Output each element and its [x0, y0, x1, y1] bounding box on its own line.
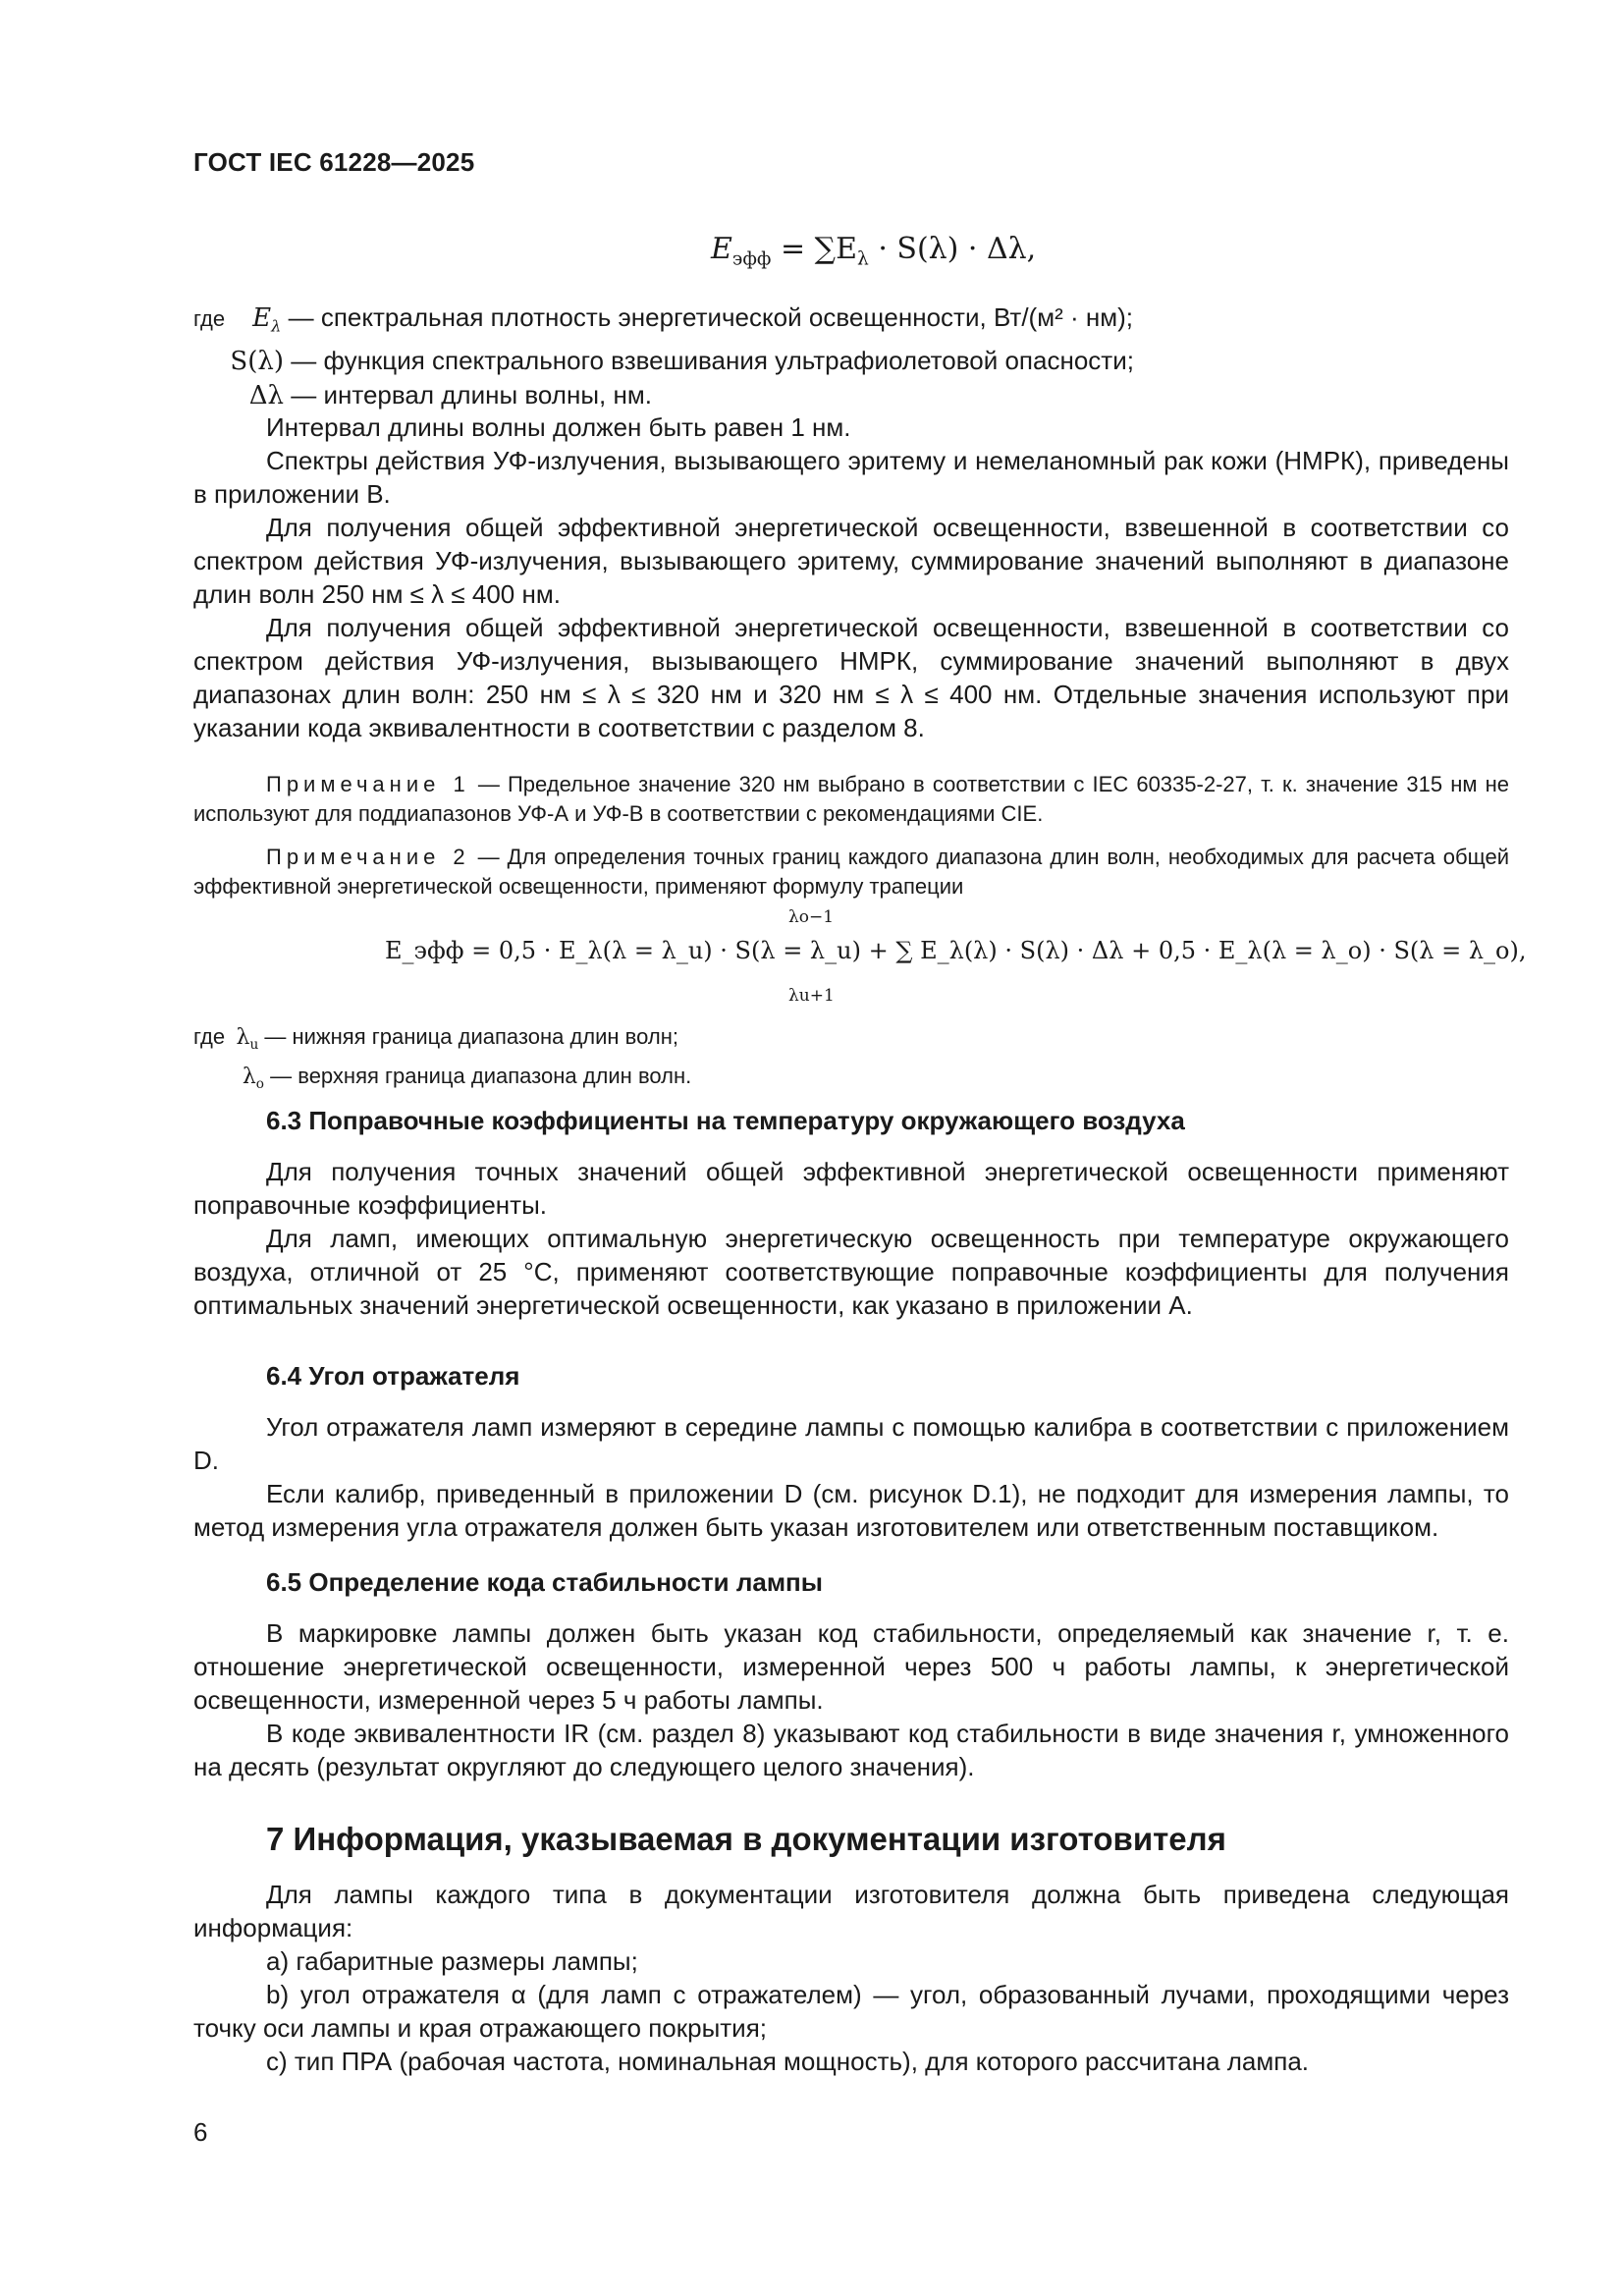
where1-symbol: Δλ — [248, 380, 284, 410]
where2-symbol: $\lambda_o$ — [242, 1064, 264, 1092]
paragraph: Интервал длины волны должен быть равен 1 нм. — [266, 412, 851, 442]
section-heading: 6.5 Определение кода стабильности лампы — [266, 1567, 823, 1597]
list-item: а) габаритные размеры лампы; — [266, 1946, 638, 1976]
where1-text: спектральная плотность энергетической освещенности, Вт/(м² · нм); — [320, 302, 1133, 332]
note1-text: — Предельное значение 320 нм выбрано в соответствии с IEC 60335-2-27, т. к. значение 315 нм не используют для поддиапазонов УФ-А и УФ-В в соответствии с рекомендациями CIE. — [193, 772, 1510, 826]
formula1-rhs: = ∑E — [780, 232, 857, 266]
where1-row — [193, 378, 1134, 412]
where1-dash: — — [288, 302, 314, 332]
paragraph: Если калибр, приведенный в приложении D (см. рисунок D.1), не подходит для измерения лампы, то метод измерения угла отражателя должен быть указан изготовителем или ответственным поставщиком. — [193, 1479, 1509, 1542]
paragraph: Спектры действия УФ-излучения, вызывающего эритему и немеланомный рак кожи (НМРК), приведены в приложении В. — [193, 446, 1509, 509]
page-number: 6 — [193, 2117, 208, 2147]
body-block-1 — [193, 410, 1509, 744]
where2-dash: — — [264, 1024, 287, 1049]
section-6-5 — [193, 1565, 1509, 1783]
where2-text: нижняя граница диапазона длин волн; — [292, 1024, 678, 1049]
where2-prefix: где — [193, 1024, 226, 1049]
formula2-upper-limit: λo−1 — [788, 907, 835, 927]
where1-dash: — — [291, 345, 317, 375]
where2-dash: — — [270, 1063, 293, 1088]
formula1-lhs-sub: эфф — [731, 248, 772, 270]
section-heading: 7 Информация, указываемая в документации изготовителя — [266, 1821, 1226, 1857]
list-item: b) угол отражателя α (для ламп с отражателем) — угол, образованный лучами, проходящими через точку оси лампы и края отражающего покрытия; — [193, 1980, 1509, 2043]
notes-block — [193, 770, 1509, 902]
note1-label: Примечание 1 — [266, 772, 470, 796]
paragraph: Для получения общей эффективной энергетической освещенности, взвешенной в соответствии со спектром действия УФ-излучения, вызывающего НМРК, суммирование значений выполняют в двух диапазонах длин волн: 250 нм ≤ λ ≤ 320 нм и 320 нм ≤ λ ≤ 400 нм. Отдельные значения используют при указании кода эквивалентности в соответствии с разделом 8. — [193, 613, 1509, 742]
paragraph: В коде эквивалентности IR (см. раздел 8) указывают код стабильности в виде значения r, умноженного на десять (результат округляют до следующего целого значения). — [193, 1719, 1509, 1781]
formula-trapezoid — [385, 937, 1527, 964]
where2-symbol: $\lambda_u$ — [236, 1025, 259, 1053]
formula-effective-irradiance — [711, 232, 1036, 270]
where1-row — [193, 301, 1134, 344]
note2-label: Примечание 2 — [266, 845, 470, 869]
paragraph: В маркировке лампы должен быть указан код стабильности, определяемый как значение r, т. е. отношение энергетической освещенности, измеренной через 500 ч работы лампы, к энергетической освещенности, измеренной через 5 ч работы лампы. — [193, 1618, 1509, 1715]
where1-text: интервал длины волны, нм. — [323, 379, 652, 410]
note-2 — [193, 843, 1509, 902]
where2-row — [193, 1021, 691, 1061]
list-item: с) тип ПРА (рабочая частота, номинальная мощность), для которого рассчитана лампа. — [266, 2047, 1310, 2076]
where-block-1 — [193, 301, 1134, 412]
paragraph: Для получения общей эффективной энергетической освещенности, взвешенной в соответствии со спектром действия УФ-излучения, вызывающего эритему, суммирование значений выполняют в диапазоне длин волн 250 нм ≤ λ ≤ 400 нм. — [193, 513, 1509, 609]
section-heading: 6.3 Поправочные коэффициенты на температуру окружающего воздуха — [266, 1106, 1185, 1135]
paragraph: Для лампы каждого типа в документации изготовителя должна быть приведена следующая информация: — [193, 1880, 1509, 1942]
paragraph: Для ламп, имеющих оптимальную энергетическую освещенность при температуре окружающего воздуха, отличной от 25 °С, применяют соответствующие поправочные коэффициенты для получения оптимальных значений энергетической освещенности, как указано в приложении А. — [193, 1224, 1509, 1320]
section-heading: 6.4 Угол отражателя — [266, 1361, 520, 1391]
formula2-text: E_эфф = 0,5 · E_λ(λ = λ_u) · S(λ = λ_u) + ∑ E_λ(λ) · S(λ) · Δλ + 0,5 · E_λ(λ = λ_o) · S(λ = λ_o), — [385, 937, 1527, 964]
section-6-3 — [193, 1104, 1509, 1322]
document-header: ГОСТ IEC 61228—2025 — [193, 147, 475, 177]
where2-row — [193, 1061, 691, 1100]
formula1-lhs: E — [711, 232, 732, 266]
where1-dash: — — [291, 379, 317, 410]
paragraph: Угол отражателя ламп измеряют в середине лампы с помощью калибра в соответствии с приложением D. — [193, 1412, 1509, 1475]
where1-symbol: S(λ) — [230, 346, 284, 376]
formula2-lower-limit: λu+1 — [788, 986, 835, 1006]
formula1-rhs-sub: λ — [856, 248, 869, 270]
where1-prefix: где — [193, 306, 226, 331]
where1-text: функция спектрального взвешивания ультрафиолетовой опасности; — [323, 345, 1134, 375]
formula1-tail: · S(λ) · Δλ, — [868, 232, 1037, 266]
paragraph: Для получения точных значений общей эффективной энергетической освещенности применяют поправочные коэффициенты. — [193, 1157, 1509, 1220]
note2-text: — Для определения точных границ каждого диапазона длин волн, необходимых для расчета общей эффективной энергетической освещенности, применяют формулу трапеции — [193, 845, 1510, 899]
where1-row — [193, 344, 1134, 378]
where2-text: верхняя граница диапазона длин волн. — [298, 1063, 692, 1088]
note-1 — [193, 770, 1509, 829]
section-6-4 — [193, 1359, 1509, 1544]
where1-symbol: $E_\lambda$ — [252, 303, 282, 336]
where-block-2 — [193, 1021, 691, 1100]
section-7 — [193, 1823, 1509, 2078]
